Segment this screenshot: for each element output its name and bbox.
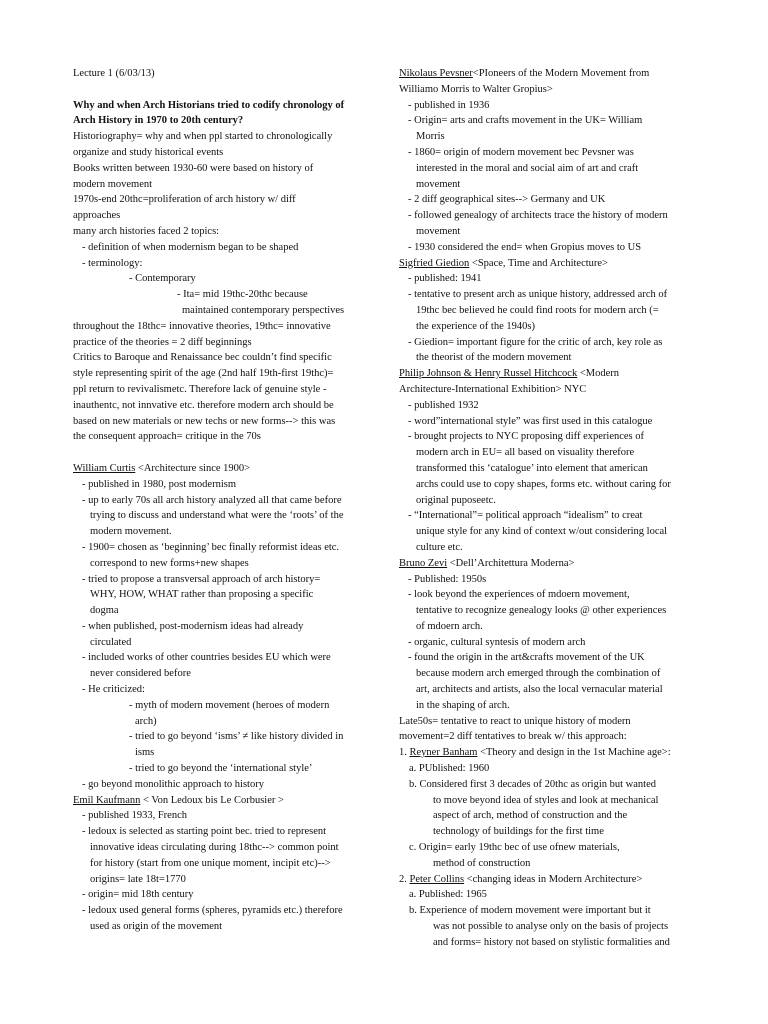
note-line: - word”international style” was first used in this catalogue: [408, 415, 653, 427]
note-line: a. PUblished: 1960: [409, 763, 490, 775]
note-line: never considered before: [90, 668, 191, 680]
book-title: <Space, Time and Architecture>: [469, 257, 608, 269]
giedion-notes: [399, 271, 699, 366]
author-name: Philip Johnson & Henry Russel Hitchcock: [399, 368, 578, 380]
list-number: 1.: [399, 747, 410, 759]
right-column: [399, 66, 699, 951]
note-line: - published: 1941: [408, 273, 482, 285]
note-line: - 2 diff geographical sites--> Germany and UK: [408, 194, 606, 206]
note-line: movement: [416, 225, 461, 237]
note-line: - published in 1936: [408, 99, 490, 111]
author-heading-pevsner: [399, 66, 699, 82]
note-line: circulated: [90, 636, 132, 648]
note-line: used as origin of the movement: [90, 921, 223, 933]
note-line: - myth of modern movement (heroes of modern: [129, 699, 330, 711]
note-line: modern movement.: [90, 526, 172, 538]
book-title: <Theory and design in the 1st Machine age>:: [477, 747, 671, 759]
author-heading-banham: [399, 745, 699, 761]
note-line: b. Considered first 3 decades of 20thc as origin but wanted: [409, 778, 656, 790]
note-line: archs could use to copy shapes, forms etc. without caring for: [416, 478, 671, 490]
note-line: - tentative to present arch as unique history, addressed arch of: [408, 289, 668, 301]
note-line: - followed genealogy of architects trace the history of modern: [408, 210, 668, 222]
note-line: in the shaping of arch.: [416, 699, 510, 711]
note-line: 19thc bec believed he could find roots for modern arch (=: [416, 304, 659, 316]
note-line: - Giedion= important figure for the critic of arch, key role as: [408, 336, 663, 348]
note-line: method of construction: [433, 857, 531, 869]
note-line: - look beyond the experiences of mdoern movement,: [408, 589, 630, 601]
kaufmann-notes: [73, 808, 373, 934]
note-line: - included works of other countries besides EU which were: [82, 652, 331, 664]
note-line: the experience of the 1940s): [416, 320, 535, 332]
author-name: William Curtis: [73, 462, 136, 474]
author-heading-johnson: [399, 366, 699, 382]
note-line: - “International”= political approach “idealism” to creat: [408, 510, 643, 522]
text-line: the consequent approach= critique in the 70s: [73, 431, 261, 443]
list-number: 2.: [399, 873, 410, 885]
note-line: art, architects and artists, also the local vernacular material: [416, 684, 663, 696]
note-line: - brought projects to NYC proposing diff experiences of: [408, 431, 645, 443]
note-line: c. Origin= early 19thc bec of use ofnew materials,: [409, 842, 620, 854]
text-line: Historiography= why and when ppl started to chronologically: [73, 131, 333, 143]
note-line: trying to discuss and understand what were the ‘roots’ of the: [90, 510, 344, 522]
note-line: WHY, HOW, WHAT rather than proposing a specific: [90, 589, 314, 601]
author-heading-kaufmann: [73, 793, 373, 809]
spacer: [73, 445, 373, 461]
note-line: technology of buildings for the first time: [433, 826, 604, 838]
note-line: for history (start from one unique moment, incipit etc)-->: [90, 857, 331, 869]
author-name: Sigfried Giedion: [399, 257, 470, 269]
note-line: - He criticized:: [82, 684, 145, 696]
note-line: - Origin= arts and crafts movement in the UK= William: [408, 115, 643, 127]
heading-line: Why and when Arch Historians tried to codify chronology of: [73, 99, 345, 111]
note-line: to move beyond idea of styles and look at mechanical: [433, 794, 659, 806]
text-line: Books written between 1930-60 were based on history of: [73, 162, 314, 174]
book-title: <Modern: [577, 368, 619, 380]
book-title-cont: Architecture-International Exhibition> NYC: [399, 383, 587, 395]
sub-sub-bullet-line: - Ita= mid 19thc-20thc because: [177, 289, 308, 301]
note-line: - Published: 1950s: [408, 573, 487, 585]
text-line: practice of the theories = 2 diff beginnings: [73, 336, 252, 348]
author-heading-zevi: [399, 556, 699, 572]
note-line: - organic, cultural syntesis of modern arch: [408, 636, 586, 648]
note-line: - found the origin in the art&crafts movement of the UK: [408, 652, 645, 664]
lecture-header: Lecture 1 (6/03/13): [73, 68, 155, 79]
note-line: movement: [416, 178, 461, 190]
note-line: arch): [135, 715, 157, 727]
note-line: of mdoern arch.: [416, 620, 483, 632]
note-line: interested in the moral and social aim of art and craft: [416, 162, 639, 174]
note-line: - tried to go beyond the ‘international style’: [129, 763, 313, 775]
text-line: 1970s-end 20thc=proliferation of arch history w/ diff: [73, 194, 296, 206]
note-line: dogma: [90, 605, 119, 617]
text-line: Critics to Baroque and Renaissance bec couldn’t find specific: [73, 352, 332, 364]
text-line: ppl return to revivalismetc. Therefore lack of genuine style -: [73, 383, 327, 395]
note-line: modern arch in EU= all based on visuality therefore: [416, 447, 635, 459]
author-heading-giedion: [399, 256, 699, 272]
note-line: - ledoux is selected as starting point bec. tried to represent: [82, 826, 327, 838]
johnson-notes: [399, 398, 699, 556]
text-line: inauthentc, not innvative etc. therefore modern arch should be: [73, 399, 334, 411]
bullet-line: - definition of when modernism began to be shaped: [82, 241, 299, 253]
note-line: Morris: [416, 131, 445, 143]
note-line: - go beyond monolithic approach to history: [82, 778, 264, 790]
note-line: original puposeetc.: [416, 494, 496, 506]
note-line: origins= late 18t=1770: [90, 873, 186, 885]
note-line: - up to early 70s all arch history analyzed all that came before: [82, 494, 342, 506]
sub-bullet-line: - Contemporary: [129, 273, 196, 285]
note-line: - published 1932: [408, 399, 479, 411]
author-heading-collins: [399, 872, 699, 888]
note-line: b. Experience of modern movement were important but it: [409, 905, 651, 917]
note-line: transformed this ‘catalogue’ into element that american: [416, 462, 648, 474]
note-line: isms: [135, 747, 155, 759]
author-heading-curtis: [73, 461, 373, 477]
book-title: <PIoneers of the Modern Movement from: [472, 68, 650, 79]
note-line: innovative ideas circulating during 18thc--> common point: [90, 842, 339, 854]
bullet-line: - terminology:: [82, 257, 143, 269]
note-line: unique style for any kind of context w/out considering local: [416, 526, 668, 538]
left-column: [73, 66, 373, 935]
author-name: Nikolaus Pevsner: [399, 68, 473, 79]
note-line: a. Published: 1965: [409, 889, 487, 901]
banham-notes: [399, 761, 699, 872]
book-title: <Architecture since 1900>: [135, 462, 251, 474]
curtis-notes: [73, 477, 373, 793]
note-line: the theorist of the modern movement: [416, 352, 572, 364]
note-line: - ledoux used general forms (spheres, pyramids etc.) therefore: [82, 905, 343, 917]
book-title: <changing ideas in Modern Architecture>: [464, 873, 643, 885]
collins-notes: [399, 887, 699, 950]
text-line: Late50s= tentative to react to unique history of modern: [399, 715, 631, 727]
note-line: - origin= mid 18th century: [82, 889, 194, 901]
zevi-notes: [399, 572, 699, 714]
note-line: culture etc.: [416, 541, 463, 553]
note-line: - tried to go beyond ‘isms’ ≠ like history divided in: [129, 731, 344, 743]
text-line: approaches: [73, 210, 121, 222]
book-title: <Dell’Architettura Moderna>: [447, 557, 575, 569]
note-line: - published in 1980, post modernism: [82, 478, 236, 490]
book-title-cont: Williamo Morris to Walter Gropius>: [399, 83, 553, 95]
note-line: was not possible to analyse only on the basis of projects: [433, 921, 669, 933]
text-line: organize and study historical events: [73, 146, 224, 158]
text-line: many arch histories faced 2 topics:: [73, 225, 220, 237]
note-line: aspect of arch, method of construction and the: [433, 810, 628, 822]
text-line: based on new materials or new techs or new forms--> this was: [73, 415, 336, 427]
author-name: Emil Kaufmann: [73, 794, 141, 806]
author-name: Peter Collins: [409, 873, 465, 885]
author-name: Reyner Banham: [409, 747, 478, 759]
note-line: tentative to recognize genealogy looks @ other experiences: [416, 605, 667, 617]
note-line: - published 1933, French: [82, 810, 187, 822]
text-line: style representing spirit of the age (2nd half 19th-first 19thc)=: [73, 368, 334, 380]
text-line: throughout the 18thc= innovative theories, 19thc= innovative: [73, 320, 331, 332]
pevsner-notes: [399, 98, 699, 256]
sub-sub-bullet-line: maintained contemporary perspectives: [182, 304, 345, 316]
note-line: - tried to propose a transversal approach of arch history=: [82, 573, 321, 585]
note-line: - when published, post-modernism ideas had already: [82, 620, 304, 632]
note-line: because modern arch emerged through the combination of: [416, 668, 661, 680]
spacer: [73, 82, 373, 98]
note-line: correspond to new forms+new shapes: [90, 557, 249, 569]
heading-line: Arch History in 1970 to 20th century?: [73, 115, 244, 127]
note-line: - 1930 considered the end= when Gropius moves to US: [408, 241, 642, 253]
text-line: movement=2 diff tentatives to break w/ this approach:: [399, 731, 627, 743]
note-line: and forms= history not based on stylistic formalities and: [433, 936, 670, 948]
text-line: modern movement: [73, 178, 153, 190]
note-line: - 1860= origin of modern movement bec Pevsner was: [408, 146, 634, 158]
author-name: Bruno Zevi: [399, 557, 448, 569]
note-line: - 1900= chosen as ‘beginning’ bec finally reformist ideas etc.: [82, 541, 340, 553]
book-title: < Von Ledoux bis Le Corbusier >: [140, 794, 284, 806]
